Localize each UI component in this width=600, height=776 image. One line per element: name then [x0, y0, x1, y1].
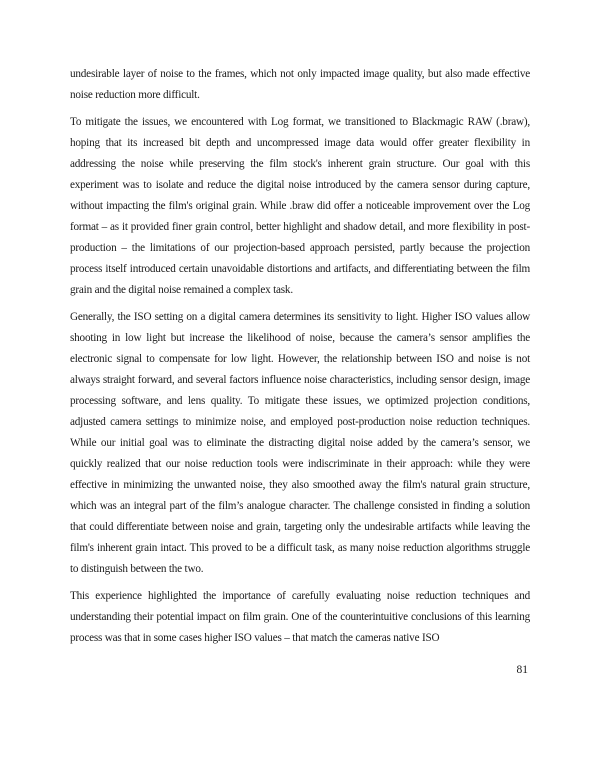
body-paragraph: To mitigate the issues, we encountered with Log format, we transitioned to Blackmagic RAW (.braw), hoping that its increased bit depth and uncompressed image data would offer greater flexibility in addressing the noise while preserving the film stock's inherent grain structure. Our goal with this experiment was to isolate and reduce the digital noise introduced by the camera sensor during capture, without impacting the film's original grain. While .braw did offer a noticeable improvement over the Log format – as it provided finer grain control, better highlight and shadow detail, and more flexibility in post-production – the limitations of our projection-based approach persisted, partly because the projection process itself introduced certain unavoidable distortions and artifacts, and differentiating between the film grain and the digital noise remained a complex task.	[70, 116, 530, 296]
page-body-text	[70, 64, 530, 649]
page-number: 81	[516, 664, 528, 676]
body-paragraph: This experience highlighted the importance of carefully evaluating noise reduction techniques and understanding their potential impact on film grain. One of the counterintuitive conclusions of this learning process was that in some cases higher ISO values – that match the cameras native ISO	[70, 590, 530, 644]
body-paragraph: undesirable layer of noise to the frames, which not only impacted image quality, but also made effective noise reduction more difficult.	[70, 68, 530, 101]
body-paragraph: Generally, the ISO setting on a digital camera determines its sensitivity to light. Higher ISO values allow shooting in low light but increase the likelihood of noise, because the camera’s sensor amplifies the electronic signal to compensate for low light. However, the relationship between ISO and noise is not always straight forward, and several factors influence noise characteristics, including sensor design, image processing software, and lens quality. To mitigate these issues, we optimized projection conditions, adjusted camera settings to minimize noise, and employed post-production noise reduction techniques. While our initial goal was to eliminate the distracting digital noise added by the camera’s sensor, we quickly realized that our noise reduction tools were indiscriminate in their approach: while they were effective in minimizing the unwanted noise, they also smoothed away the film's natural grain structure, which was an integral part of the film’s analogue character. The challenge consisted in finding a solution that could differentiate between noise and grain, targeting only the undesirable artifacts while leaving the film's inherent grain intact. This proved to be a difficult task, as many noise reduction algorithms struggle to distinguish between the two.	[70, 311, 530, 575]
